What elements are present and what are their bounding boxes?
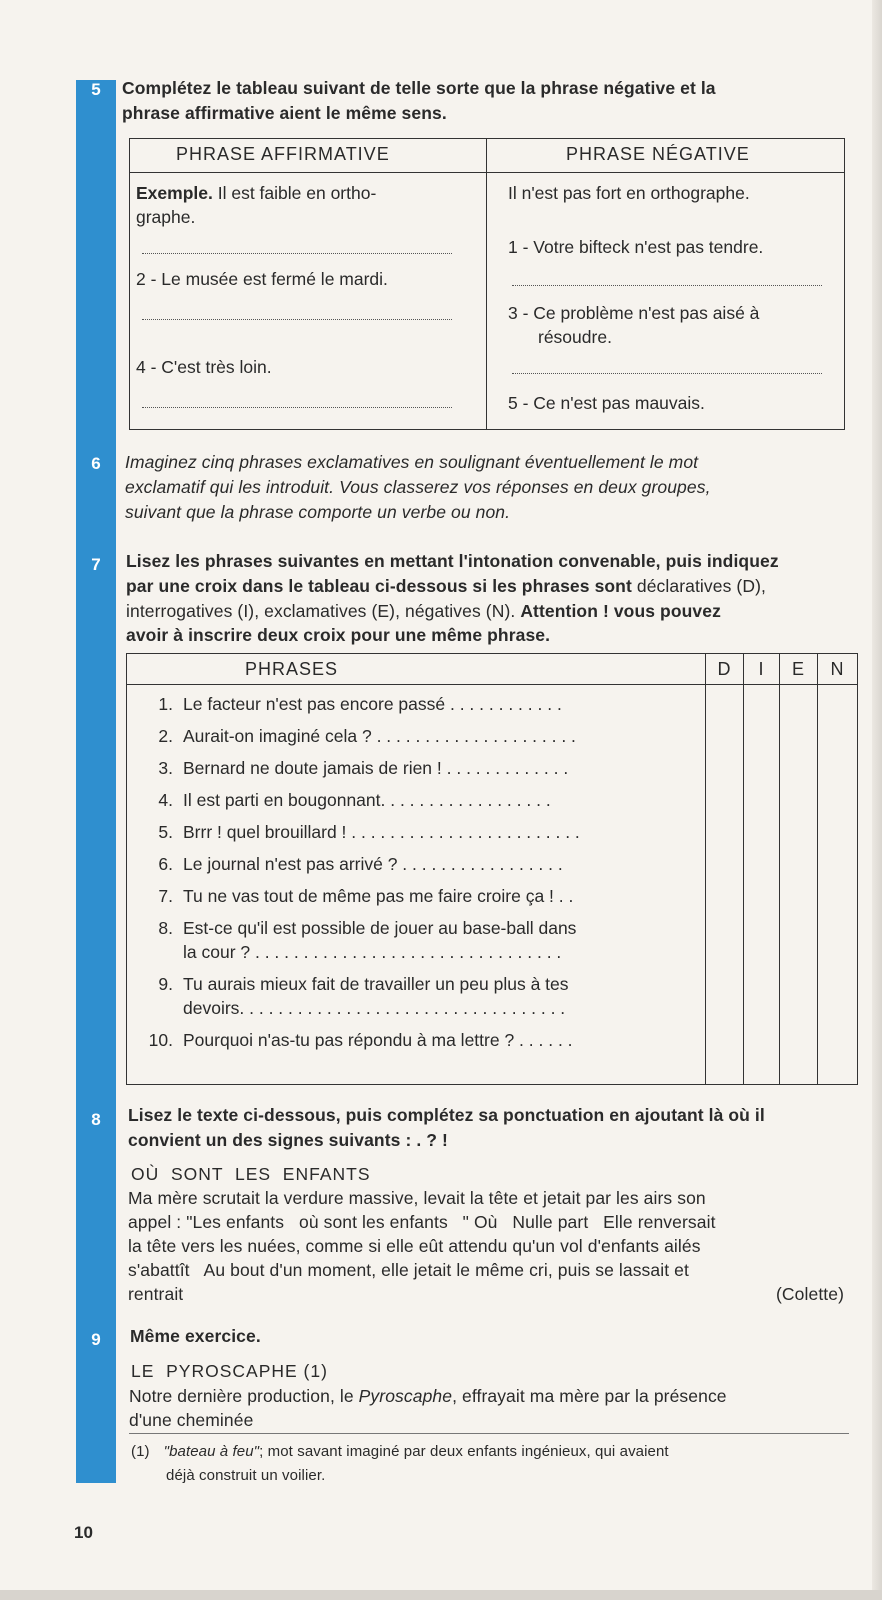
- ex7-header-phrases: PHRASES: [245, 659, 339, 679]
- ex6-line-3: suivant que la phrase comporte un verbe ou non.: [125, 502, 511, 522]
- ex7-instruction-line3-normal: interrogatives (I), exclamatives (E), négatives (N).: [126, 601, 521, 621]
- ex9-text-line-1-a: Notre dernière production, le: [129, 1386, 359, 1406]
- ex7-instruction-line2-bold: par une croix dans le tableau ci-dessous si les phrases sont: [126, 576, 632, 596]
- ex7-row-text-line2: devoirs. . . . . . . . . . . . . . . . . . . . . . . . . . . . . . . . . .: [183, 998, 566, 1018]
- ex7-row-text: Le journal n'est pas arrivé ? . . . . . . . . . . . . . . . . .: [183, 854, 563, 874]
- ex7-instruction-line3-bold: Attention ! vous pouvez: [520, 601, 721, 621]
- ex7-row-text: Bernard ne doute jamais de rien ! . . . . . . . . . . . . .: [183, 758, 569, 778]
- ex7-row-number: 9.: [158, 974, 173, 994]
- ex9-text-line-2: d'une cheminée: [129, 1410, 254, 1430]
- ex5-right-item-5: 5 - Ce n'est pas mauvais.: [508, 393, 705, 413]
- ex9-text-line-1: [129, 1384, 727, 1408]
- ex8-instruction-line2: convient un des signes suivants : . ? !: [128, 1130, 448, 1150]
- footnote-line-1: [131, 1440, 669, 1464]
- ex7-table-header-rule: [127, 684, 857, 685]
- ex7-row-text-line2: la cour ? . . . . . . . . . . . . . . . . . . . . . . . . . . . . . . . .: [183, 942, 562, 962]
- ex5-table: [129, 138, 845, 430]
- ex7-header-e: E: [791, 659, 804, 679]
- exercise-number-7: 7: [91, 555, 101, 574]
- ex5-header-negative: PHRASE NÉGATIVE: [566, 144, 750, 164]
- footnote-mark: (1): [131, 1443, 150, 1460]
- exercise-number-5: 5: [91, 80, 101, 99]
- ex7-instruction-line4: avoir à inscrire deux croix pour une même phrase.: [126, 625, 551, 645]
- ex7-row-number: 7.: [158, 886, 173, 906]
- ex7-row-number: 2.: [158, 726, 173, 746]
- ex5-answer-line-5[interactable]: [142, 407, 452, 408]
- ex5-right-item-3: 3 - Ce problème n'est pas aisé à: [508, 303, 760, 323]
- ex5-answer-line-3[interactable]: [142, 319, 452, 320]
- ex5-answer-line-2[interactable]: [512, 285, 822, 286]
- ex7-row-number: 4.: [158, 790, 173, 810]
- ex5-answer-line-1[interactable]: [142, 253, 452, 254]
- ex7-row-number: 3.: [158, 758, 173, 778]
- exercise-number-6: 6: [91, 454, 101, 473]
- ex7-col-divider-i: [743, 654, 744, 1084]
- footnote-rule: [129, 1433, 849, 1434]
- exercise-margin-bar: [76, 80, 116, 1483]
- ex5-example-label: Exemple.: [136, 183, 213, 203]
- ex7-row-text: Tu aurais mieux fait de travailler un peu plus à tes: [183, 974, 569, 994]
- ex5-table-header-rule: [130, 172, 844, 173]
- ex7-row-text: Brrr ! quel brouillard ! . . . . . . . . . . . . . . . . . . . . . . . .: [183, 822, 580, 842]
- ex9-text-pyroscaphe: Pyroscaphe: [358, 1386, 453, 1406]
- ex9-text-title: LE PYROSCAPHE (1): [131, 1361, 328, 1381]
- ex7-col-divider-d: [705, 654, 706, 1084]
- ex7-instruction-line3: [126, 599, 721, 623]
- footnote-rest: ; mot savant imaginé par deux enfants ingénieux, qui avaient: [259, 1443, 669, 1460]
- ex7-header-n: N: [830, 659, 844, 679]
- exercise-number-8: 8: [91, 1110, 101, 1129]
- ex7-row-text: Le facteur n'est pas encore passé . . . . . . . . . . . .: [183, 694, 562, 714]
- ex7-row-number: 10.: [148, 1030, 173, 1050]
- ex5-instruction-line1: Complétez le tableau suivant de telle sorte que la phrase négative et la: [122, 78, 716, 98]
- ex9-heading: Même exercice.: [130, 1326, 261, 1346]
- ex7-row-text: Pourquoi n'as-tu pas répondu à ma lettre ? . . . . . .: [183, 1030, 573, 1050]
- ex7-header-i: I: [758, 659, 764, 679]
- ex5-left-item-4: 4 - C'est très loin.: [136, 357, 272, 377]
- ex7-row-number: 5.: [158, 822, 173, 842]
- ex7-row-text: Aurait-on imaginé cela ? . . . . . . . . . . . . . . . . . . . . .: [183, 726, 576, 746]
- ex7-row-text: Est-ce qu'il est possible de jouer au base-ball dans: [183, 918, 577, 938]
- ex5-example-left: [136, 181, 376, 205]
- ex5-right-item-1: 1 - Votre bifteck n'est pas tendre.: [508, 237, 764, 257]
- ex6-line-1: Imaginez cinq phrases exclamatives en soulignant éventuellement le mot: [125, 452, 699, 472]
- ex5-table-divider: [486, 139, 487, 429]
- page-number: 10: [74, 1523, 93, 1542]
- page-edge: [872, 0, 882, 1600]
- ex5-instruction-line2: phrase affirmative aient le même sens.: [122, 103, 447, 123]
- ex8-text-line-3: la tête vers les nuées, comme si elle eût attendu qu'un vol d'enfants ailés: [128, 1236, 701, 1256]
- ex5-right-item-3-line2: résoudre.: [538, 327, 612, 347]
- ex7-instruction-line2-normal: déclaratives (D),: [631, 576, 766, 596]
- ex5-left-item-2: 2 - Le musée est fermé le mardi.: [136, 269, 388, 289]
- ex5-header-affirmative: PHRASE AFFIRMATIVE: [176, 144, 390, 164]
- ex7-header-d: D: [717, 659, 731, 679]
- ex8-text-line-1: Ma mère scrutait la verdure massive, levait la tête et jetait par les airs son: [128, 1188, 706, 1208]
- ex6-line-2: exclamatif qui les introduit. Vous classerez vos réponses en deux groupes,: [125, 477, 711, 497]
- exercise-number-9: 9: [91, 1330, 101, 1349]
- ex5-answer-line-4[interactable]: [512, 373, 822, 374]
- footnote-italic: "bateau à feu": [163, 1443, 260, 1460]
- ex7-row-text: Il est parti en bougonnant. . . . . . . . . . . . . . . . . .: [183, 790, 551, 810]
- ex7-col-divider-e: [779, 654, 780, 1084]
- ex8-instruction-line1: Lisez le texte ci-dessous, puis complétez sa ponctuation en ajoutant là où il: [128, 1105, 765, 1125]
- ex8-text-line-4: s'abattît Au bout d'un moment, elle jetait le même cri, puis se lassait et: [128, 1260, 689, 1280]
- ex7-table: [126, 653, 858, 1085]
- ex9-text-line-1-b: , effrayait ma mère par la présence: [452, 1386, 727, 1406]
- ex7-instruction-line1: Lisez les phrases suivantes en mettant l'intonation convenable, puis indiquez: [126, 551, 779, 571]
- ex8-author: (Colette): [776, 1284, 845, 1304]
- ex7-col-divider-n: [817, 654, 818, 1084]
- ex8-text-line-5: rentrait: [128, 1284, 184, 1304]
- ex5-example-left-text: Il est faible en ortho-: [212, 183, 377, 203]
- ex7-instruction-line2: [126, 574, 766, 598]
- ex7-row-number: 6.: [158, 854, 173, 874]
- ex7-row-number: 1.: [158, 694, 173, 714]
- ex7-row-text: Tu ne vas tout de même pas me faire croire ça ! . .: [183, 886, 574, 906]
- page-bottom-edge: [0, 1590, 882, 1600]
- ex8-text-line-2: appel : "Les enfants où sont les enfants " Où Nulle part Elle renversait: [128, 1212, 716, 1232]
- ex5-example-right: Il n'est pas fort en orthographe.: [508, 183, 750, 203]
- footnote-line-2: déjà construit un voilier.: [166, 1467, 326, 1484]
- ex7-row-number: 8.: [158, 918, 173, 938]
- ex8-text-title: OÙ SONT LES ENFANTS: [131, 1164, 371, 1184]
- ex5-example-left-line2: graphe.: [136, 207, 196, 227]
